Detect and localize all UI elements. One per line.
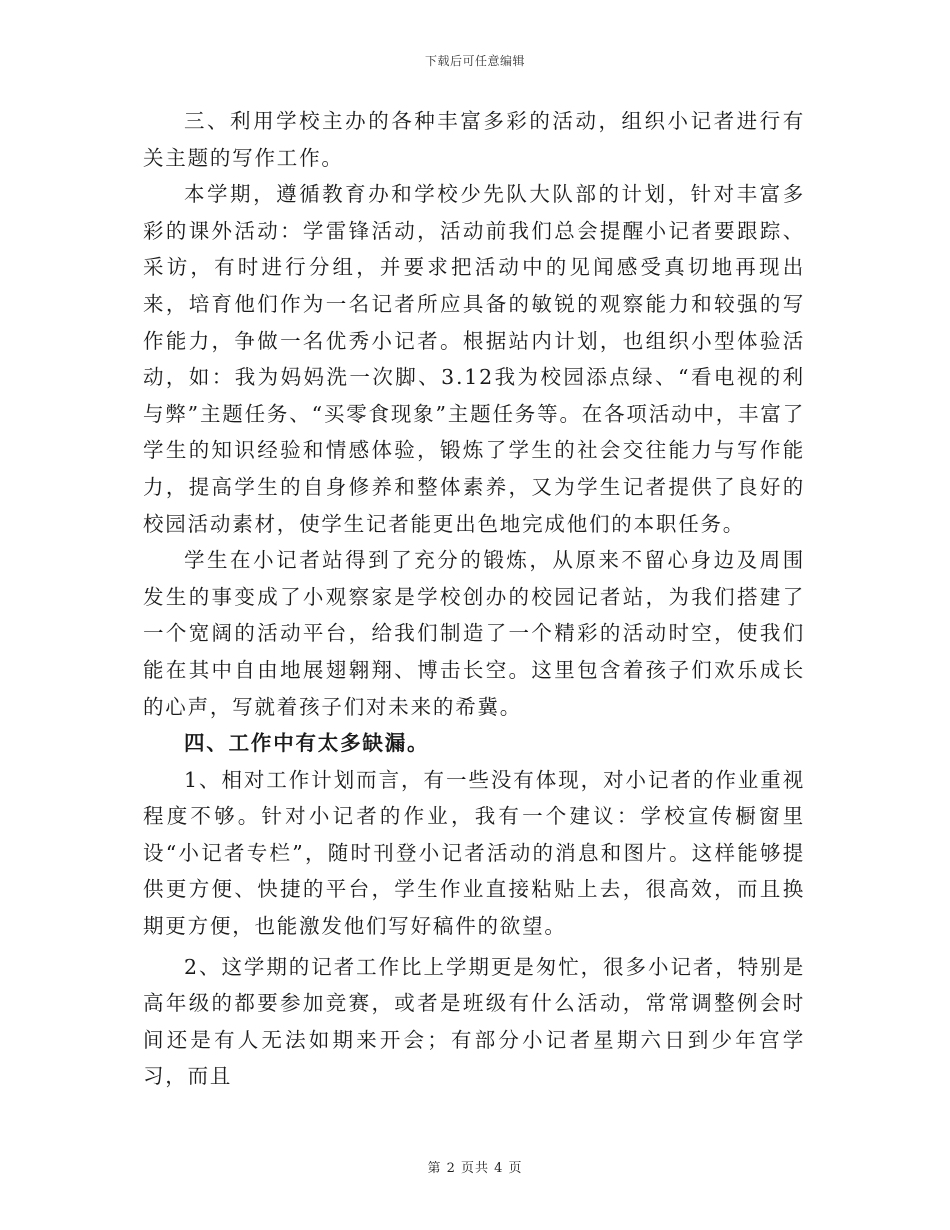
document-body [143,103,805,1095]
section-3-paragraph-1: 本学期，遵循教育办和学校少先队大队部的计划，针对丰富多彩的课外活动：学雷锋活动，活动前我们总会提醒小记者要跟踪、采访，有时进行分组，并要求把活动中的见闻感受真切地再现出来，培育他们作为一名记者所应具备的敏锐的观察能力和较强的写作能力，争做一名优秀小记者。根据站内计划，也组织小型体验活动，如：我为妈妈洗一次脚、3.12我为校园添点绿、“看电视的利与弊”主题任务、“买零食现象”主题任务等。在各项活动中，丰富了学生的知识经验和情感体验，锻炼了学生的社会交往能力与写作能力，提高学生的自身修养和整体素养，又为学生记者提供了良好的校园活动素材，使学生记者能更出色地完成他们的本职任务。 [143,182,805,536]
page-header: 下载后可任意编辑 [424,54,525,68]
section-4-item-2: 2、这学期的记者工作比上学期更是匆忙，很多小记者，特别是高年级的都要参加竞赛，或者是班级有什么活动，常常调整例会时间还是有人无法如期来开会；有部分小记者星期六日到少年宫学习，而且 [143,954,805,1089]
section-4-item-1: 1、相对工作计划而言，有一些没有体现，对小记者的作业重视程度不够。针对小记者的作业，我有一个建议：学校宣传橱窗里设“小记者专栏”，随时刊登小记者活动的消息和图片。这样能够提供更方便、快捷的平台，学生作业直接粘贴上去，很高效，而且换期更方便，也能激发他们写好稿件的欲望。 [143,767,805,939]
page-footer: 第 2 页共 4 页 [427,1161,523,1176]
section-4-heading: 四、工作中有太多缺漏。 [184,731,430,756]
section-3-heading: 三、利用学校主办的各种丰富多彩的活动，组织小记者进行有关主题的写作工作。 [143,109,805,170]
section-3-paragraph-2: 学生在小记者站得到了充分的锻炼，从原来不留心身边及周围发生的事变成了小观察家是学校创办的校园记者站，为我们搭建了一个宽阔的活动平台，给我们制造了一个精彩的活动时空，使我们能在其中自由地展翅翱翔、博击长空。这里包含着孩子们欢乐成长的心声，写就着孩子们对未来的希冀。 [143,548,805,719]
